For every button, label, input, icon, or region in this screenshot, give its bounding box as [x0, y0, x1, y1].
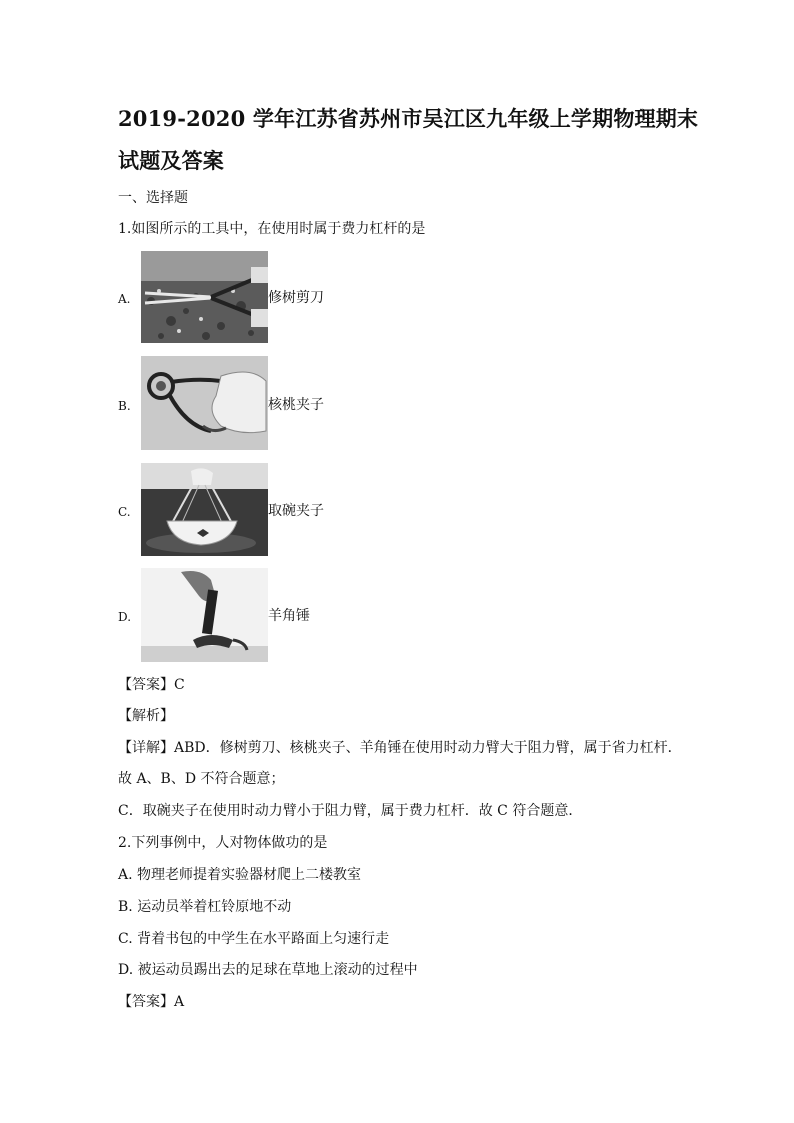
question-2-answer: 【答案】A [118, 994, 185, 1010]
document-title-line-1: 2019-2020 学年江苏省苏州市吴江区九年级上学期物理期末 [118, 106, 699, 131]
claw-hammer-photo [141, 568, 268, 662]
question-1-detail-line-1: 【详解】ABD．修树剪刀、核桃夹子、羊角锤在使用时动力臂大于阻力臂，属于省力杠杆． [118, 740, 682, 756]
question-2-option-d: D. 被运动员踢出去的足球在草地上滚动的过程中 [118, 962, 418, 978]
option-d-letter: D. [118, 610, 132, 624]
option-c-label: 取碗夹子 [268, 503, 324, 519]
hedge-shears-photo [141, 251, 268, 343]
option-d-label: 羊角锤 [268, 608, 310, 624]
question-1-analysis-heading: 【解析】 [118, 708, 174, 724]
option-b-label: 核桃夹子 [268, 397, 324, 413]
question-1-detail-line-3: C．取碗夹子在使用时动力臂小于阻力臂，属于费力杠杆．故 C 符合题意． [118, 803, 583, 819]
question-1-stem: 1.如图所示的工具中，在使用时属于费力杠杆的是 [118, 221, 426, 237]
bowl-clip-photo [141, 463, 268, 556]
question-2-stem: 2.下列事例中，人对物体做功的是 [118, 835, 328, 851]
question-1-answer: 【答案】C [118, 677, 185, 693]
section-heading: 一、选择题 [118, 190, 188, 206]
option-a-letter: A. [118, 292, 131, 306]
document-title-line-2: 试题及答案 [118, 148, 224, 173]
option-b-letter: B. [118, 399, 131, 413]
walnut-cracker-photo [141, 356, 268, 450]
question-1-detail-line-2: 故 A、B、D 不符合题意； [118, 771, 285, 787]
question-2-option-a: A. 物理老师提着实验器材爬上二楼教室 [118, 867, 362, 883]
option-c-letter: C. [118, 505, 131, 519]
question-2-option-b: B. 运动员举着杠铃原地不动 [118, 899, 292, 915]
question-2-option-c: C. 背着书包的中学生在水平路面上匀速行走 [118, 931, 390, 947]
option-a-label: 修树剪刀 [268, 290, 324, 306]
